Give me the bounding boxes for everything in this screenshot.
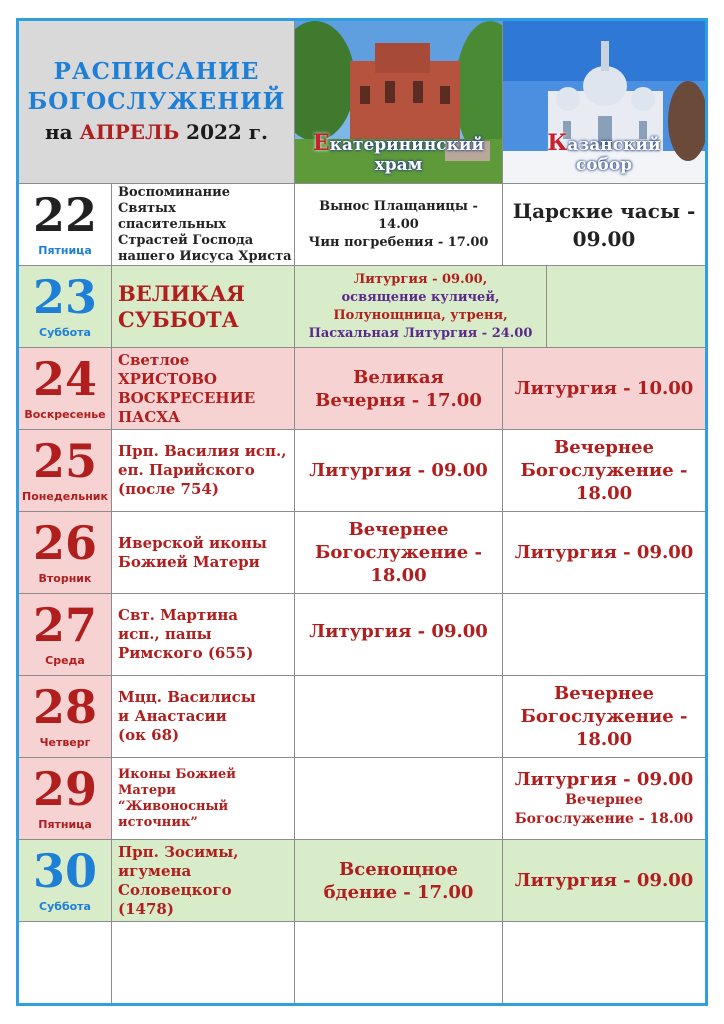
church1-label-rest: катерининский [329, 135, 485, 155]
desc-line: (после 754) [118, 480, 219, 498]
title-year: 2022 г. [186, 120, 269, 144]
church2-service [503, 676, 705, 758]
day-cell [19, 348, 112, 430]
day-number: 27 [32, 598, 97, 652]
church2-service [503, 430, 705, 512]
service-line: Пасхальная Литургия - 24.00 [308, 325, 533, 341]
day-of-week: Воскресенье [24, 408, 106, 421]
church1-service [295, 594, 503, 676]
service-line: Вечерня - 17.00 [315, 389, 482, 411]
service-line: Литургия - 09.00 [514, 769, 694, 790]
day-cell [19, 758, 112, 840]
church1-service [295, 430, 503, 512]
service-line: Чин погребения - 17.00 [308, 234, 489, 250]
day-of-week: Среда [45, 654, 85, 667]
day-of-week: Вторник [38, 572, 92, 585]
desc-line: Страстей Господа [118, 232, 254, 248]
service-line: Полунощница, утреня, [333, 307, 508, 323]
day-of-week: Четверг [39, 736, 91, 749]
church2-label-cap: К [547, 130, 568, 156]
page-title-month [45, 117, 268, 147]
empty-desc-cell [112, 922, 295, 1003]
church1-service [295, 840, 503, 922]
service-line: Литургия - 09.00 [309, 621, 488, 642]
feast-description [112, 348, 295, 430]
church2-label-line2: собор [575, 155, 633, 175]
service-line: 14.00 [378, 216, 419, 232]
church2-service [503, 840, 705, 922]
day-number: 22 [32, 188, 97, 242]
feast-description [112, 184, 295, 266]
service-line: бдение - 17.00 [323, 881, 474, 903]
service-line: Литургия - 09.00 [309, 460, 488, 481]
service-line: Всенощное [339, 858, 458, 880]
day-number: 29 [32, 762, 97, 816]
desc-line: Соловецкого (1478) [118, 880, 232, 918]
desc-line: Иверской иконы [118, 533, 267, 552]
empty-day-cell [19, 922, 112, 1003]
service-line: Вынос Плащаницы - [319, 198, 478, 214]
desc-line: Мцц. Василисы [118, 688, 256, 706]
service-line: Вечернее [554, 683, 654, 704]
day-of-week: Суббота [39, 326, 91, 339]
desc-line: ВЕЛИКАЯ [118, 280, 245, 306]
church2-label [503, 130, 705, 175]
desc-line: исп., папы [118, 625, 212, 643]
desc-line: Светлое ХРИСТОВО [118, 350, 218, 388]
day-number: 25 [32, 434, 97, 488]
feast-description [112, 676, 295, 758]
service-line: Вечернее [554, 437, 654, 458]
church1-service [295, 348, 503, 430]
church1-service [295, 184, 503, 266]
service-line: Богослужение - [520, 706, 688, 727]
desc-line: Римского (655) [118, 644, 254, 662]
day-cell [19, 594, 112, 676]
day-number: 26 [32, 516, 97, 570]
schedule-frame [16, 18, 708, 1006]
day-number: 24 [32, 352, 97, 406]
day-cell [19, 676, 112, 758]
service-line: 18.00 [370, 565, 427, 586]
empty-church1-cell [295, 922, 503, 1003]
feast-description [112, 266, 295, 348]
title-prefix: на [44, 120, 73, 144]
desc-line: Иконы Божией [118, 766, 236, 782]
service-line: Царские часы - [512, 198, 696, 223]
day-number: 28 [32, 680, 97, 734]
desc-line: Воспоминание Святых [118, 184, 231, 216]
church1-service [295, 676, 503, 758]
day-cell [19, 184, 112, 266]
desc-line: ПАСХА [118, 407, 181, 426]
day-cell [19, 430, 112, 512]
day-cell [19, 840, 112, 922]
desc-line: Матери [118, 782, 176, 798]
day-cell [19, 512, 112, 594]
church2-label-rest: азанский [567, 135, 661, 155]
church1-service [295, 758, 503, 840]
header-title-cell [19, 21, 295, 184]
church2-service [503, 594, 705, 676]
church2-service [503, 184, 705, 266]
service-line: 09.00 [572, 226, 636, 251]
day-of-week: Суббота [39, 900, 91, 913]
church2-service [503, 758, 705, 840]
church2-service [503, 348, 705, 430]
page-title-line1: РАСПИСАНИЕ [53, 58, 260, 85]
day-of-week: Пятница [38, 818, 92, 831]
desc-line: источник” [118, 814, 198, 830]
service-line: 18.00 [575, 729, 633, 750]
church2-photo-cell [503, 21, 705, 184]
church1-service [295, 512, 503, 594]
empty-church2-cell [503, 922, 705, 1003]
service-line: Богослужение - [315, 542, 482, 563]
service-line: Литургия - 09.00 [514, 542, 694, 563]
desc-line: (ок 68) [118, 726, 180, 744]
service-line: Литургия - 09.00, [353, 271, 488, 287]
service-line: Литургия - 09.00 [514, 870, 694, 891]
day-number: 23 [32, 270, 97, 324]
desc-line: Прп. Зосимы, [118, 842, 239, 861]
feast-description [112, 758, 295, 840]
desc-line: нашего Иисуса Христа [118, 248, 292, 264]
service-line: Богослужение - 18.00 [514, 811, 694, 827]
service-line: Богослужение - [520, 460, 688, 481]
desc-line: Прп. Василия исп., [118, 442, 287, 460]
desc-line: Свт. Мартина [118, 606, 239, 624]
desc-line: “Живоносный [118, 798, 229, 814]
church1-photo-cell [295, 21, 503, 184]
church1-label-cap: Е [312, 130, 330, 156]
church1-label-line2: храм [374, 155, 423, 175]
desc-line: СУББОТА [118, 306, 239, 332]
desc-line: Божией Матери [118, 552, 260, 571]
day-of-week: Понедельник [22, 490, 108, 503]
church1-label [295, 130, 502, 175]
feast-description [112, 512, 295, 594]
service-line: Литургия - 10.00 [514, 378, 694, 399]
desc-line: игумена [118, 861, 192, 880]
day-of-week: Пятница [38, 244, 92, 257]
desc-line: спасительных [118, 216, 227, 232]
church2-service [503, 512, 705, 594]
church1-service [295, 266, 547, 348]
title-month-name: АПРЕЛЬ [79, 120, 180, 144]
desc-line: еп. Парийского [118, 461, 255, 479]
desc-line: и Анастасии [118, 707, 227, 725]
service-line: 18.00 [575, 483, 633, 504]
service-line: Вечернее [565, 792, 643, 808]
service-line: Вечернее [348, 519, 449, 540]
desc-line: ВОСКРЕСЕНИЕ [118, 388, 256, 407]
service-line: Великая [353, 366, 444, 388]
feast-description [112, 430, 295, 512]
page-title-line2: БОГОСЛУЖЕНИЙ [27, 88, 286, 115]
feast-description [112, 840, 295, 922]
church2-service [547, 266, 705, 348]
service-line: освящение куличей, [341, 289, 500, 305]
day-number: 30 [32, 844, 97, 898]
feast-description [112, 594, 295, 676]
day-cell [19, 266, 112, 348]
